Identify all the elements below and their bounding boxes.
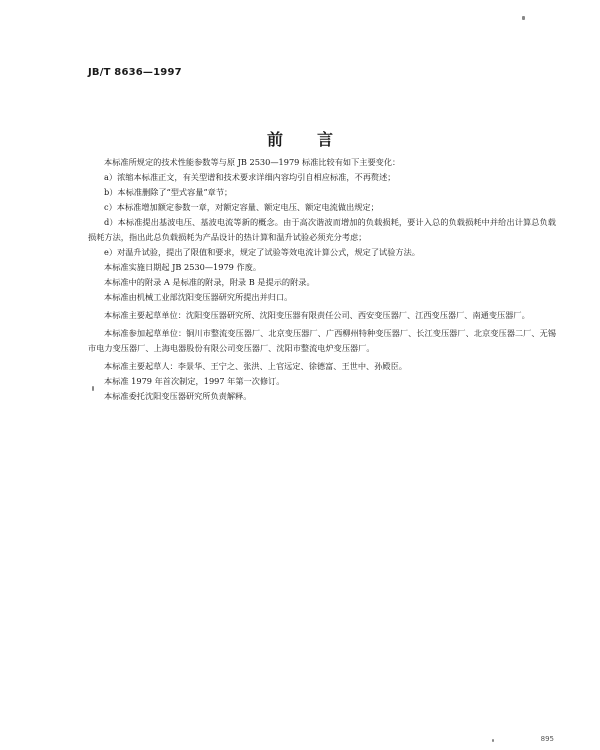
paragraph-item-a: a）浓缩本标准正文，有关型谱和技术要求详细内容均引自相应标准，不再赘述； bbox=[104, 172, 396, 182]
paragraph-appendix: 本标准中的附录 A 是标准的附录，附录 B 是提示的附录。 bbox=[104, 277, 315, 287]
paragraph-item-b: b）本标准删除了“型式容量”章节； bbox=[104, 187, 233, 197]
standard-code: JB/T 8636—1997 bbox=[88, 67, 182, 78]
paragraph-item-e: e）对温升试验，提出了限值和要求，规定了试验等效电流计算公式，规定了试验方法。 bbox=[104, 247, 420, 257]
scan-speck bbox=[522, 16, 525, 20]
paragraph-item-c: c）本标准增加额定参数一章，对额定容量、额定电压、额定电流做出规定； bbox=[104, 202, 379, 212]
paragraph-revision-history: 本标准 1979 年首次制定，1997 年第一次修订。 bbox=[104, 376, 285, 386]
page-number: 895 bbox=[540, 735, 554, 743]
scan-speck bbox=[492, 739, 494, 742]
paragraph-participating-drafters: 本标准参加起草单位：铜川市整流变压器厂、北京变压器厂、广西柳州特种变压器厂、长江变压器厂、北京变压器二厂、无锡市电力变压器厂、上海电器股份有限公司变压器厂、沈阳市整流电炉变压器厂。 bbox=[88, 328, 556, 353]
paragraph-intro: 本标准所规定的技术性能参数等与原 JB 2530—1979 标准比较有如下主要变化： bbox=[104, 157, 401, 167]
paragraph-effective-date: 本标准实施日期起 JB 2530—1979 作废。 bbox=[104, 262, 262, 272]
page-title: 前言 bbox=[266, 130, 367, 149]
scan-speck bbox=[92, 386, 94, 391]
paragraph-interpretation: 本标准委托沈阳变压器研究所负责解释。 bbox=[104, 391, 252, 401]
paragraph-item-d: d）本标准提出基波电压、基波电流等新的概念。由于高次谐波而增加的负载损耗，要计入总的负载损耗中并给出计算总负载损耗方法，指出此总负载损耗为产品设计的热计算和温升试验必须充分考虑； bbox=[88, 217, 556, 242]
foreword-body bbox=[88, 155, 556, 404]
paragraph-main-drafters: 本标准主要起草单位：沈阳变压器研究所、沈阳变压器有限责任公司、西安变压器厂、江西变压器厂、南通变压器厂。 bbox=[104, 310, 530, 320]
paragraph-proposer: 本标准由机械工业部沈阳变压器研究所提出并归口。 bbox=[104, 292, 293, 302]
paragraph-main-authors: 本标准主要起草人：李景华、王宁之、张洪、上官远定、徐德富、王世中、孙殿臣。 bbox=[104, 361, 407, 371]
